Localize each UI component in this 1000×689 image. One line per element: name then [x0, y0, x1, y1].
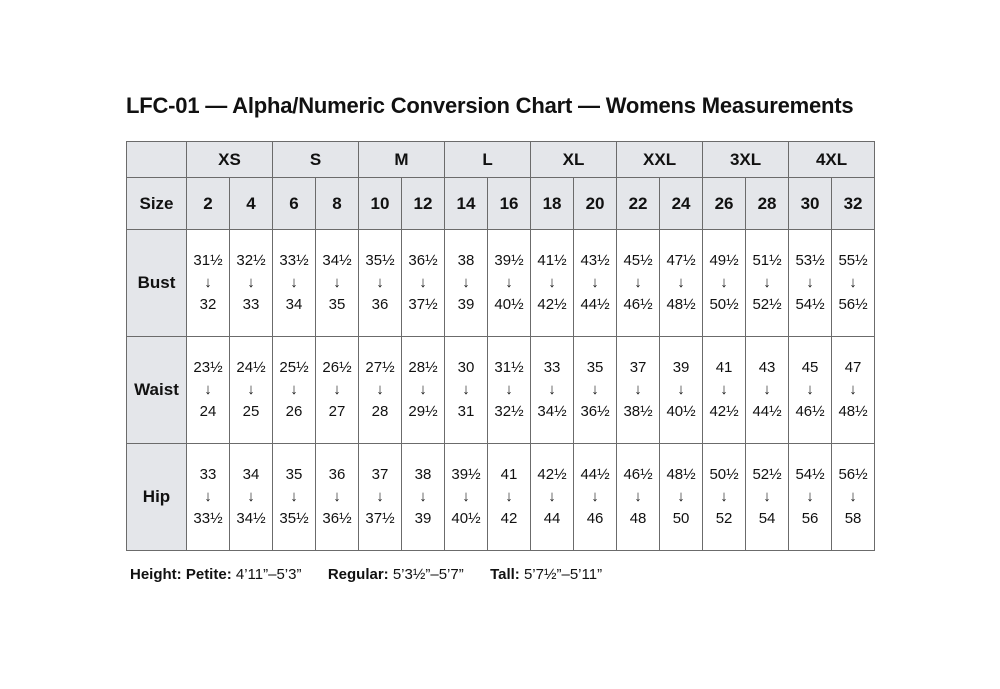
measurement-cell: [703, 337, 746, 444]
measurement-cell: [832, 444, 875, 551]
arrow-down-icon: ↓: [419, 274, 427, 291]
range-to: 52½: [752, 296, 782, 313]
size-cell: 2: [187, 178, 230, 230]
arrow-down-icon: ↓: [419, 381, 427, 398]
arrow-down-icon: ↓: [720, 274, 728, 291]
measurement-cell: [488, 444, 531, 551]
range-from: 38: [457, 252, 475, 269]
arrow-down-icon: ↓: [247, 488, 255, 505]
group-4xl: 4XL: [789, 142, 875, 178]
range-from: 41: [500, 466, 518, 483]
measurement-cell: [660, 230, 703, 337]
range-from: 43: [758, 359, 776, 376]
arrow-down-icon: ↓: [720, 488, 728, 505]
arrow-down-icon: ↓: [634, 381, 642, 398]
measurement-cell: [402, 337, 445, 444]
arrow-down-icon: ↓: [677, 274, 685, 291]
range-to: 26: [285, 403, 303, 420]
range-from: 32½: [236, 252, 266, 269]
measurement-cell: [789, 337, 832, 444]
measurement-label: Waist: [127, 337, 187, 444]
group-3xl: 3XL: [703, 142, 789, 178]
height-footer: [130, 566, 602, 583]
arrow-down-icon: ↓: [333, 274, 341, 291]
measurement-cell: [703, 444, 746, 551]
arrow-down-icon: ↓: [376, 488, 384, 505]
range-from: 41: [715, 359, 733, 376]
arrow-down-icon: ↓: [290, 381, 298, 398]
range-to: 34½: [236, 510, 266, 527]
measurement-label: Hip: [127, 444, 187, 551]
range-from: 39½: [494, 252, 524, 269]
range-to: 48½: [838, 403, 868, 420]
arrow-down-icon: ↓: [419, 488, 427, 505]
range-to: 50½: [709, 296, 739, 313]
range-to: 36½: [580, 403, 610, 420]
range-from: 43½: [580, 252, 610, 269]
measurement-cell: [445, 230, 488, 337]
range-to: 54: [758, 510, 776, 527]
arrow-down-icon: ↓: [806, 274, 814, 291]
range-from: 37: [629, 359, 647, 376]
range-from: 36½: [408, 252, 438, 269]
arrow-down-icon: ↓: [591, 488, 599, 505]
range-from: 26½: [322, 359, 352, 376]
measurement-cell: [746, 230, 789, 337]
corner-cell: [127, 142, 187, 178]
range-to: 44½: [580, 296, 610, 313]
size-cell: 20: [574, 178, 617, 230]
range-from: 28½: [408, 359, 438, 376]
measurement-cell: [402, 444, 445, 551]
range-to: 38½: [623, 403, 653, 420]
range-to: 58: [844, 510, 862, 527]
range-to: 31: [457, 403, 475, 420]
group-xl: XL: [531, 142, 617, 178]
petite-value: 4’11”–5’3”: [235, 566, 302, 583]
chart-title: LFC-01 — Alpha/Numeric Conversion Chart — Womens Measurements: [126, 93, 854, 118]
size-cell: 30: [789, 178, 832, 230]
size-cell: 8: [316, 178, 359, 230]
measurement-cell: [187, 230, 230, 337]
range-to: 40½: [666, 403, 696, 420]
measurement-cell: [359, 230, 402, 337]
range-from: 24½: [236, 359, 266, 376]
group-l: L: [445, 142, 531, 178]
measurement-cell: [273, 230, 316, 337]
measurement-cell: [660, 444, 703, 551]
arrow-down-icon: ↓: [290, 274, 298, 291]
measurement-cell: [359, 444, 402, 551]
range-from: 47: [844, 359, 862, 376]
range-from: 34: [242, 466, 260, 483]
range-to: 42: [500, 510, 518, 527]
arrow-down-icon: ↓: [763, 381, 771, 398]
measurement-row-waist: [127, 337, 875, 444]
arrow-down-icon: ↓: [548, 381, 556, 398]
arrow-down-icon: ↓: [849, 274, 857, 291]
size-cell: 10: [359, 178, 402, 230]
range-from: 23½: [193, 359, 223, 376]
range-from: 39: [672, 359, 690, 376]
range-from: 56½: [838, 466, 868, 483]
arrow-down-icon: ↓: [806, 381, 814, 398]
range-to: 37½: [365, 510, 395, 527]
arrow-down-icon: ↓: [634, 488, 642, 505]
range-to: 46: [586, 510, 604, 527]
range-to: 24: [199, 403, 217, 420]
arrow-down-icon: ↓: [333, 381, 341, 398]
range-from: 39½: [451, 466, 481, 483]
arrow-down-icon: ↓: [462, 488, 470, 505]
size-cell: 22: [617, 178, 660, 230]
measurement-cell: [402, 230, 445, 337]
measurement-cell: [359, 337, 402, 444]
range-from: 45: [801, 359, 819, 376]
measurement-cell: [445, 444, 488, 551]
measurement-cell: [574, 230, 617, 337]
measurement-cell: [746, 337, 789, 444]
arrow-down-icon: ↓: [677, 381, 685, 398]
range-from: 55½: [838, 252, 868, 269]
range-to: 33: [242, 296, 260, 313]
group-s: S: [273, 142, 359, 178]
arrow-down-icon: ↓: [634, 274, 642, 291]
range-from: 37: [371, 466, 389, 483]
range-from: 27½: [365, 359, 395, 376]
range-to: 27: [328, 403, 346, 420]
measurement-cell: [273, 337, 316, 444]
range-to: 42½: [709, 403, 739, 420]
tall-label: Tall:: [490, 566, 520, 583]
range-from: 44½: [580, 466, 610, 483]
measurement-cell: [230, 230, 273, 337]
arrow-down-icon: ↓: [591, 274, 599, 291]
size-cell: 26: [703, 178, 746, 230]
range-from: 33½: [279, 252, 309, 269]
measurement-cell: [187, 444, 230, 551]
group-m: M: [359, 142, 445, 178]
measurement-cell: [445, 337, 488, 444]
range-to: 25: [242, 403, 260, 420]
measurement-cell: [617, 230, 660, 337]
regular-label: Regular:: [327, 566, 389, 583]
arrow-down-icon: ↓: [333, 488, 341, 505]
arrow-down-icon: ↓: [462, 381, 470, 398]
arrow-down-icon: ↓: [548, 274, 556, 291]
measurement-cell: [531, 444, 574, 551]
conversion-table: [126, 141, 875, 551]
measurement-cell: [832, 337, 875, 444]
arrow-down-icon: ↓: [548, 488, 556, 505]
measurement-cell: [660, 337, 703, 444]
range-to: 56½: [838, 296, 868, 313]
range-to: 28: [371, 403, 389, 420]
measurement-cell: [746, 444, 789, 551]
arrow-down-icon: ↓: [247, 381, 255, 398]
size-cell: 28: [746, 178, 789, 230]
arrow-down-icon: ↓: [247, 274, 255, 291]
range-to: 34½: [537, 403, 567, 420]
range-to: 36: [371, 296, 389, 313]
range-from: 48½: [666, 466, 696, 483]
range-to: 44: [543, 510, 561, 527]
arrow-down-icon: ↓: [763, 274, 771, 291]
tall-value: 5’7½”–5’11”: [523, 566, 603, 583]
measurement-cell: [316, 444, 359, 551]
range-to: 29½: [408, 403, 438, 420]
range-from: 31½: [193, 252, 223, 269]
arrow-down-icon: ↓: [462, 274, 470, 291]
measurement-cell: [230, 337, 273, 444]
range-from: 35: [285, 466, 303, 483]
range-to: 35½: [279, 510, 309, 527]
arrow-down-icon: ↓: [204, 381, 212, 398]
range-from: 33: [199, 466, 217, 483]
measurement-cell: [316, 230, 359, 337]
range-from: 41½: [537, 252, 567, 269]
arrow-down-icon: ↓: [849, 488, 857, 505]
height-label: Height:: [130, 566, 182, 583]
measurement-cell: [789, 444, 832, 551]
size-row: [127, 178, 875, 230]
arrow-down-icon: ↓: [720, 381, 728, 398]
measurement-cell: [832, 230, 875, 337]
range-to: 40½: [494, 296, 524, 313]
arrow-down-icon: ↓: [376, 381, 384, 398]
size-row-label: Size: [127, 178, 187, 230]
regular-value: 5’3½”–5’7”: [392, 566, 464, 583]
group-xs: XS: [187, 142, 273, 178]
range-from: 45½: [623, 252, 653, 269]
measurement-cell: [789, 230, 832, 337]
measurement-row-hip: [127, 444, 875, 551]
range-from: 31½: [494, 359, 524, 376]
range-from: 49½: [709, 252, 739, 269]
range-to: 40½: [451, 510, 481, 527]
measurement-cell: [574, 337, 617, 444]
range-to: 46½: [623, 296, 653, 313]
range-to: 35: [328, 296, 346, 313]
group-xxl: XXL: [617, 142, 703, 178]
range-to: 48½: [666, 296, 696, 313]
range-from: 53½: [795, 252, 825, 269]
arrow-down-icon: ↓: [591, 381, 599, 398]
size-cell: 24: [660, 178, 703, 230]
measurement-cell: [703, 230, 746, 337]
range-from: 25½: [279, 359, 309, 376]
measurement-cell: [531, 337, 574, 444]
range-from: 42½: [537, 466, 567, 483]
arrow-down-icon: ↓: [290, 488, 298, 505]
range-from: 50½: [709, 466, 739, 483]
range-to: 56: [801, 510, 819, 527]
arrow-down-icon: ↓: [505, 381, 513, 398]
range-to: 39: [414, 510, 432, 527]
measurement-cell: [617, 337, 660, 444]
range-from: 46½: [623, 466, 653, 483]
range-from: 35½: [365, 252, 395, 269]
range-from: 36: [328, 466, 346, 483]
range-from: 35: [586, 359, 604, 376]
arrow-down-icon: ↓: [505, 274, 513, 291]
measurement-cell: [488, 337, 531, 444]
size-cell: 4: [230, 178, 273, 230]
measurement-cell: [617, 444, 660, 551]
measurement-cell: [230, 444, 273, 551]
range-from: 34½: [322, 252, 352, 269]
arrow-down-icon: ↓: [204, 488, 212, 505]
range-to: 54½: [795, 296, 825, 313]
range-to: 39: [457, 296, 475, 313]
size-cell: 32: [832, 178, 875, 230]
range-to: 50: [672, 510, 690, 527]
range-from: 38: [414, 466, 432, 483]
group-header-row: [127, 142, 875, 178]
range-from: 51½: [752, 252, 782, 269]
range-to: 52: [715, 510, 733, 527]
measurement-cell: [488, 230, 531, 337]
range-from: 33: [543, 359, 561, 376]
range-from: 52½: [752, 466, 782, 483]
measurement-cell: [316, 337, 359, 444]
arrow-down-icon: ↓: [806, 488, 814, 505]
arrow-down-icon: ↓: [763, 488, 771, 505]
arrow-down-icon: ↓: [677, 488, 685, 505]
range-from: 30: [457, 359, 475, 376]
arrow-down-icon: ↓: [505, 488, 513, 505]
range-to: 37½: [408, 296, 438, 313]
size-cell: 16: [488, 178, 531, 230]
arrow-down-icon: ↓: [204, 274, 212, 291]
petite-label: Petite:: [185, 566, 232, 583]
size-cell: 14: [445, 178, 488, 230]
size-cell: 6: [273, 178, 316, 230]
range-from: 47½: [666, 252, 696, 269]
arrow-down-icon: ↓: [849, 381, 857, 398]
range-to: 36½: [322, 510, 352, 527]
measurement-cell: [187, 337, 230, 444]
range-to: 34: [285, 296, 303, 313]
arrow-down-icon: ↓: [376, 274, 384, 291]
measurement-cell: [273, 444, 316, 551]
size-cell: 12: [402, 178, 445, 230]
range-to: 48: [629, 510, 647, 527]
measurement-cell: [574, 444, 617, 551]
range-to: 32: [199, 296, 217, 313]
range-to: 42½: [537, 296, 567, 313]
measurement-label: Bust: [127, 230, 187, 337]
range-from: 54½: [795, 466, 825, 483]
size-cell: 18: [531, 178, 574, 230]
range-to: 33½: [193, 510, 223, 527]
range-to: 44½: [752, 403, 782, 420]
range-to: 46½: [795, 403, 825, 420]
measurement-cell: [531, 230, 574, 337]
measurement-row-bust: [127, 230, 875, 337]
range-to: 32½: [494, 403, 524, 420]
